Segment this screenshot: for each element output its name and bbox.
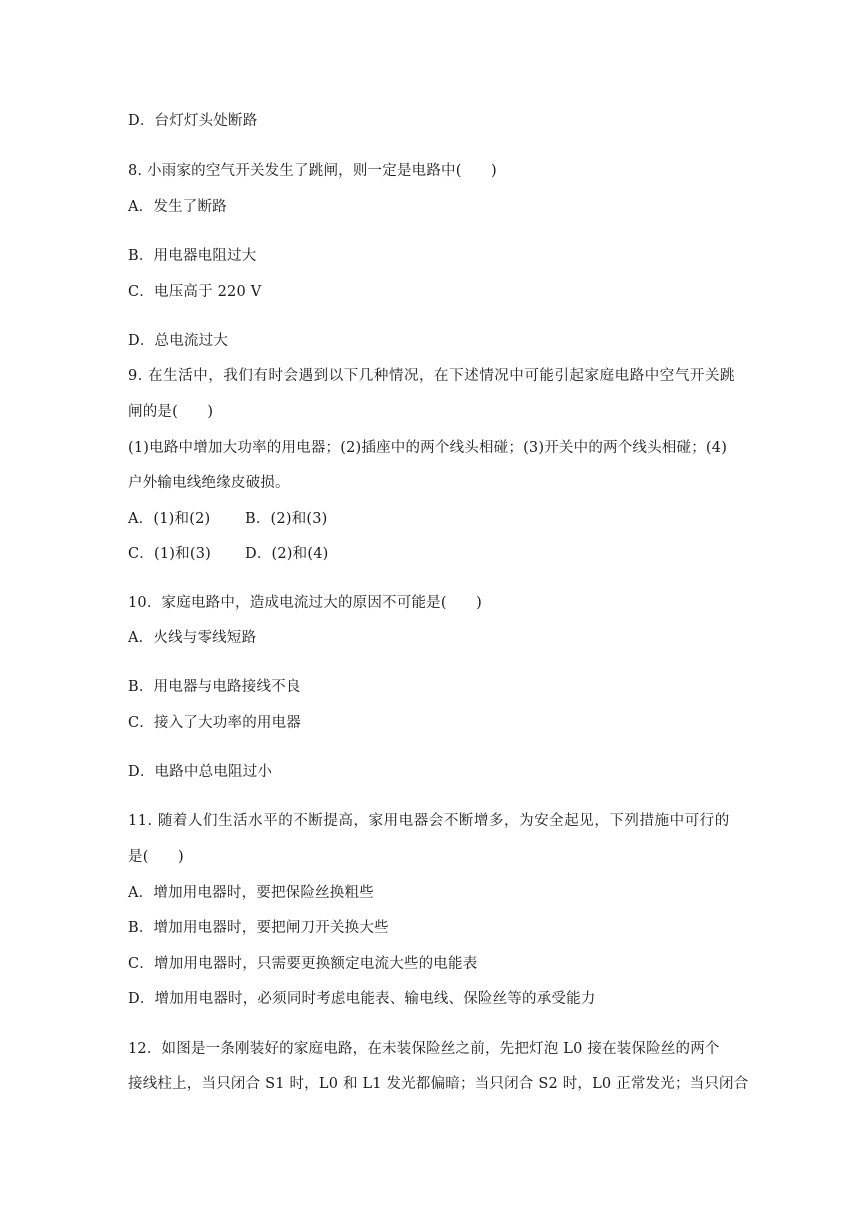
q10-option-a: A．火线与零线短路 [128,630,257,646]
q8-stem: 8. 小雨家的空气开关发生了跳闸，则一定是电路中( ) [128,163,497,179]
q9-option-b: B．(2)和(3) [245,511,328,527]
q9-option-d: D．(2)和(4) [245,546,329,562]
q11-stem-line-2: 是( ) [128,849,184,865]
q8-option-d: D．总电流过大 [128,333,229,349]
q9-options-row-1 [128,509,328,529]
q9-cases-line-2: 户外输电线绝缘皮破损。 [128,475,290,491]
q9-stem-line-1: 9. 在生活中，我们有时会遇到以下几种情况，在下述情况中可能引起家庭电路中空气开关跳 [128,368,736,384]
q10-stem: 10．家庭电路中，造成电流过大的原因不可能是( ) [128,595,482,611]
q11-option-b: B．增加用电器时，要把闸刀开关换大些 [128,920,389,936]
q10-option-b: B．用电器与电路接线不良 [128,679,301,695]
q11-option-c: C．增加用电器时，只需要更换额定电流大些的电能表 [128,956,478,972]
q12-stem-line-1: 12．如图是一条刚装好的家庭电路，在未装保险丝之前，先把灯泡 L0 接在装保险丝的两个 [128,1041,720,1057]
q11-stem-line-1: 11. 随着人们生活水平的不断提高，家用电器会不断增多，为安全起见，下列措施中可行的 [128,813,730,829]
q8-option-c: C．电压高于 220 V [128,284,262,300]
q9-cases-line-1: (1)电路中增加大功率的用电器；(2)插座中的两个线头相碰；(3)开关中的两个线头相碰；(4) [128,440,728,456]
q9-options-row-2 [128,544,329,564]
q11-option-a: A．增加用电器时，要把保险丝换粗些 [128,885,374,901]
q7-option-d: D．台灯灯头处断路 [128,113,258,129]
q8-option-b: B．用电器电阻过大 [128,248,257,264]
q11-option-d: D．增加用电器时，必须同时考虑电能表、输电线、保险丝等的承受能力 [128,991,596,1007]
q8-option-a: A．发生了断路 [128,199,227,215]
q10-option-c: C．接入了大功率的用电器 [128,715,301,731]
q9-stem-line-2: 闸的是( ) [128,404,214,420]
q12-stem-line-2: 接线柱上，当只闭合 S1 时，L0 和 L1 发光都偏暗；当只闭合 S2 时，L0 正常发光；当只闭合 [128,1076,749,1092]
q9-option-c: C．(1)和(3) [128,546,211,562]
q9-option-a: A．(1)和(2) [128,511,211,527]
q10-option-d: D．电路中总电阻过小 [128,764,273,780]
